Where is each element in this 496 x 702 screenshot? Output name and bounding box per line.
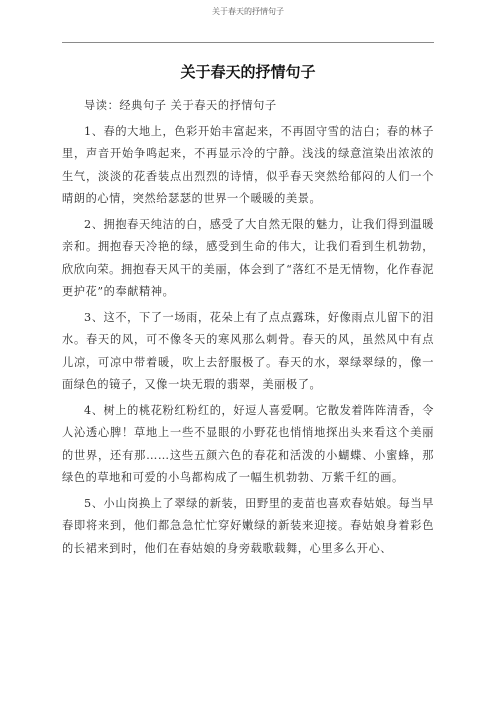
running-header-title: 关于春天的抒情句子 (212, 7, 284, 16)
paragraph-5: 5、小山岗换上了翠绿的新装，田野里的麦苗也喜欢春姑娘。每当早春即将来到，他们都急急忙忙穿好嫩绿的新装来迎接。春姑娘身着彩色的长裙来到时，他们在春姑娘的身旁载歌载舞，心里多么开心、 (62, 496, 434, 555)
paragraph-4: 4、树上的桃花粉红粉红的，好逗人喜爱啊。它散发着阵阵清香，令人沁透心脾！草地上一些不显眼的小野花也悄悄地探出头来看这个美丽的世界，还有那……这些五颜六色的春花和活泼的小蝴蝶、小蜜蜂，那绿色的草地和可爱的小鸟都构成了一幅生机勃勃、万紫千红的画。 (62, 403, 434, 484)
paragraph-2: 2、拥抱春天纯洁的白，感受了大自然无限的魅力，让我们得到温暖亲和。拥抱春天冷艳的绿，感受到生命的伟大，让我们看到生机勃勃，欣欣向荣。拥抱春天风干的美丽，体会到了“落红不是无情物，化作春泥更护花”的奉献精神。 (62, 217, 434, 298)
document-title: 关于春天的抒情句子 (180, 63, 316, 81)
paragraph-1: 1、春的大地上，色彩开始丰富起来，不再固守雪的洁白；春的林子里，声音开始争鸣起来，不再显示冷的宁静。浅浅的绿意渲染出浓浓的生气，淡淡的花香装点出烈烈的诗情，似乎春天突然给郁闷的人们一个晴朗的心情，突然给瑟瑟的世界一个暖暖的美景。 (62, 124, 434, 205)
document-body (62, 95, 434, 560)
page-header (0, 0, 496, 44)
intro-line: 导读：经典句子 关于春天的抒情句子 (84, 99, 277, 112)
header-divider (62, 42, 434, 43)
paragraph-3: 3、这不，下了一场雨，花朵上有了点点露珠，好像雨点儿留下的泪水。春天的风，可不像冬天的寒风那么刺骨。春天的风，虽然风中有点儿凉，可凉中带着暖，吹上去舒服极了。春天的水，翠绿翠绿的，像一面绿色的镜子，又像一块无瑕的翡翠，美丽极了。 (62, 310, 434, 391)
